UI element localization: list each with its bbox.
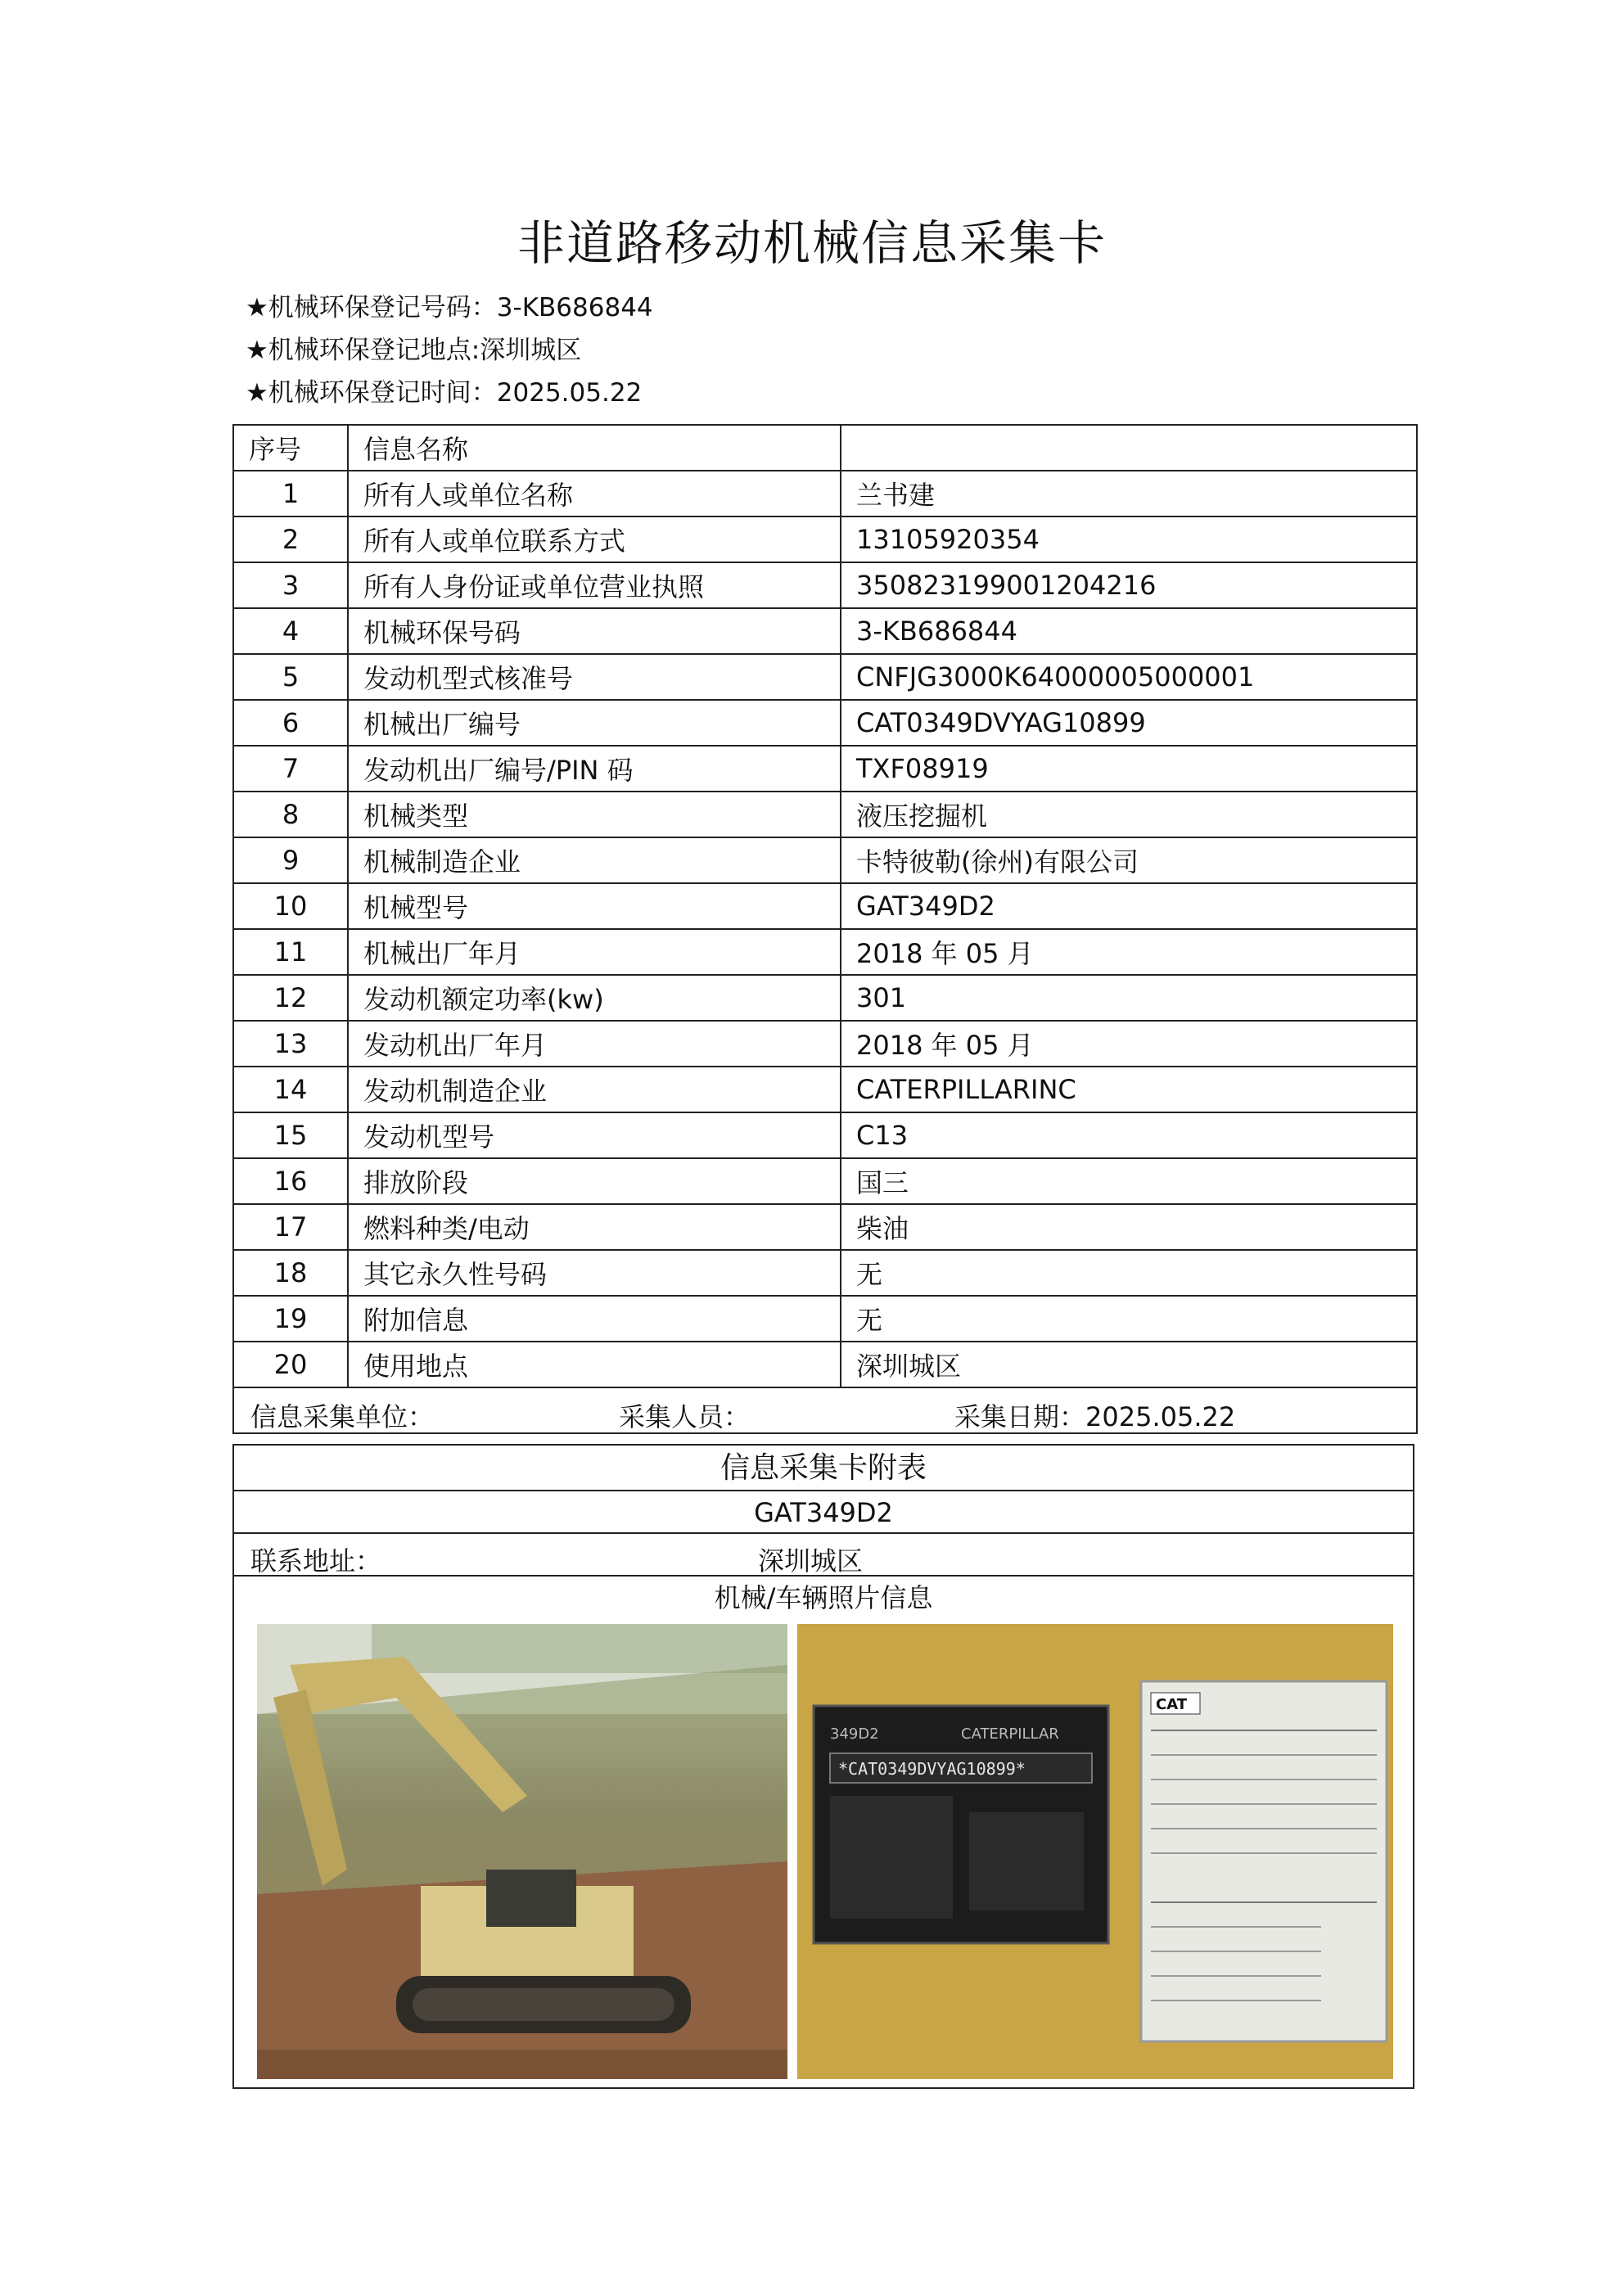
plate-model: 349D2	[830, 1725, 879, 1743]
row-number: 9	[233, 837, 348, 883]
table-row	[233, 837, 1417, 883]
row-label: 发动机制造企业	[348, 1067, 841, 1112]
registration-number: ★机械环保登记号码：3-KB686844	[246, 293, 653, 323]
footer-cell	[233, 1387, 1417, 1433]
excavator-illustration	[257, 1624, 787, 2079]
row-value: GAT349D2	[841, 883, 1417, 929]
table-row	[233, 1021, 1417, 1067]
row-value: CNFJG3000K64000005000001	[841, 654, 1417, 700]
table-row	[233, 608, 1417, 654]
row-value: 国三	[841, 1158, 1417, 1204]
photo-section-title: 机械/车辆照片信息	[714, 1582, 933, 1613]
row-number: 11	[233, 929, 348, 975]
nameplate-illustration	[797, 1624, 1393, 2079]
row-value: 无	[841, 1296, 1417, 1342]
photo-strip	[257, 1624, 1393, 2079]
row-label: 机械环保号码	[348, 608, 841, 654]
column-header-value	[841, 425, 1417, 471]
row-label: 排放阶段	[348, 1158, 841, 1204]
row-label: 发动机型式核准号	[348, 654, 841, 700]
row-number: 5	[233, 654, 348, 700]
label-brand: CAT	[1156, 1696, 1188, 1713]
table-row	[233, 1296, 1417, 1342]
row-label: 使用地点	[348, 1342, 841, 1387]
plate-brand: CATERPILLAR	[961, 1725, 1059, 1743]
excavator-photo	[257, 1624, 787, 2079]
row-label: 附加信息	[348, 1296, 841, 1342]
plate-serial: *CAT0349DVYAG10899*	[838, 1759, 1026, 1779]
row-number: 3	[233, 562, 348, 608]
page-title: 非道路移动机械信息采集卡	[517, 215, 1107, 271]
table-row	[233, 1204, 1417, 1250]
table-row	[233, 792, 1417, 837]
table-row	[233, 562, 1417, 608]
row-value: 350823199001204216	[841, 562, 1417, 608]
row-number: 19	[233, 1296, 348, 1342]
row-value: C13	[841, 1112, 1417, 1158]
row-value: CAT0349DVYAG10899	[841, 700, 1417, 746]
table-row	[233, 654, 1417, 700]
row-number: 2	[233, 516, 348, 562]
row-label: 燃料种类/电动	[348, 1204, 841, 1250]
info-table	[232, 424, 1418, 1434]
table-row	[233, 1158, 1417, 1204]
row-number: 20	[233, 1342, 348, 1387]
table-row	[233, 700, 1417, 746]
row-label: 发动机出厂编号/PIN 码	[348, 746, 841, 792]
address-value: 深圳城区	[758, 1545, 864, 1577]
row-label: 机械类型	[348, 792, 841, 837]
row-label: 发动机型号	[348, 1112, 841, 1158]
row-number: 17	[233, 1204, 348, 1250]
table-row	[233, 471, 1417, 516]
appendix-model: GAT349D2	[234, 1491, 1413, 1534]
row-number: 6	[233, 700, 348, 746]
table-header-row	[233, 425, 1417, 471]
row-value: 3-KB686844	[841, 608, 1417, 654]
row-value: 无	[841, 1250, 1417, 1296]
row-number: 4	[233, 608, 348, 654]
row-number: 12	[233, 975, 348, 1021]
address-label: 联系地址：	[250, 1545, 382, 1577]
registration-time: ★机械环保登记时间：2025.05.22	[246, 378, 643, 408]
table-row	[233, 746, 1417, 792]
row-label: 发动机出厂年月	[348, 1021, 841, 1067]
footer-person: 采集人员：	[619, 1401, 751, 1432]
appendix-title: 信息采集卡附表	[234, 1446, 1413, 1491]
row-value: 13105920354	[841, 516, 1417, 562]
row-number: 18	[233, 1250, 348, 1296]
row-label: 机械制造企业	[348, 837, 841, 883]
row-label: 发动机额定功率(kw)	[348, 975, 841, 1021]
row-value: 兰书建	[841, 471, 1417, 516]
row-number: 15	[233, 1112, 348, 1158]
row-number: 13	[233, 1021, 348, 1067]
footer-unit: 信息采集单位：	[250, 1401, 435, 1432]
row-number: 8	[233, 792, 348, 837]
row-label: 机械型号	[348, 883, 841, 929]
table-row	[233, 1112, 1417, 1158]
nameplate-photo	[797, 1624, 1393, 2079]
table-row	[233, 1342, 1417, 1387]
row-value: 2018 年 05 月	[841, 1021, 1417, 1067]
appendix-table	[232, 1444, 1414, 2089]
row-value: 2018 年 05 月	[841, 929, 1417, 975]
row-label: 所有人或单位名称	[348, 471, 841, 516]
row-label: 机械出厂编号	[348, 700, 841, 746]
table-row	[233, 1250, 1417, 1296]
appendix-address-row	[234, 1534, 1413, 1577]
row-label: 其它永久性号码	[348, 1250, 841, 1296]
row-number: 10	[233, 883, 348, 929]
column-header-no: 序号	[233, 425, 348, 471]
table-row	[233, 929, 1417, 975]
footer-date: 采集日期：2025.05.22	[954, 1401, 1236, 1432]
row-label: 所有人身份证或单位营业执照	[348, 562, 841, 608]
registration-place: ★机械环保登记地点:深圳城区	[246, 336, 582, 365]
row-number: 7	[233, 746, 348, 792]
row-value: 深圳城区	[841, 1342, 1417, 1387]
row-value: CATERPILLARINC	[841, 1067, 1417, 1112]
row-value: 液压挖掘机	[841, 792, 1417, 837]
table-row	[233, 883, 1417, 929]
table-footer-row	[233, 1387, 1417, 1433]
column-header-name: 信息名称	[348, 425, 841, 471]
row-value: TXF08919	[841, 746, 1417, 792]
environmental-label	[1141, 1681, 1387, 2041]
row-label: 机械出厂年月	[348, 929, 841, 975]
table-row	[233, 975, 1417, 1021]
row-value: 卡特彼勒(徐州)有限公司	[841, 837, 1417, 883]
table-row	[233, 516, 1417, 562]
row-label: 所有人或单位联系方式	[348, 516, 841, 562]
row-number: 1	[233, 471, 348, 516]
row-number: 16	[233, 1158, 348, 1204]
row-number: 14	[233, 1067, 348, 1112]
row-value: 301	[841, 975, 1417, 1021]
table-row	[233, 1067, 1417, 1112]
row-value: 柴油	[841, 1204, 1417, 1250]
